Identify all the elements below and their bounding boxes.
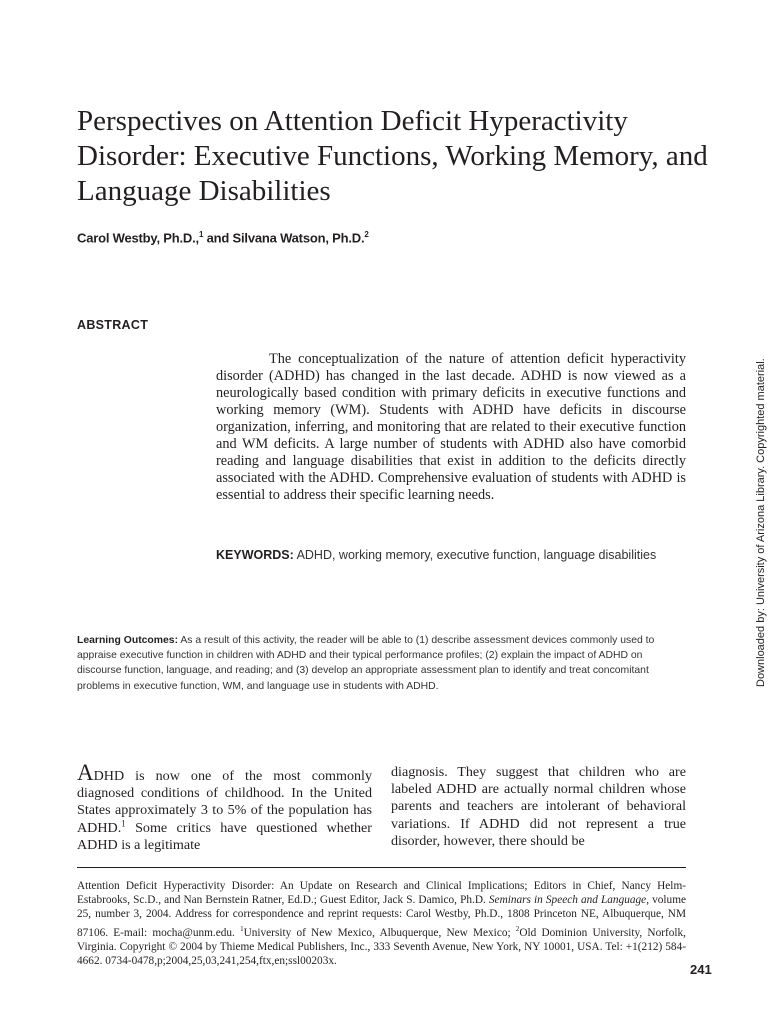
keywords-label: KEYWORDS: [216, 548, 294, 562]
author-line [77, 230, 369, 245]
drop-cap: A [77, 760, 94, 785]
footnote-divider [77, 867, 686, 868]
body-column-left [77, 760, 372, 854]
learning-outcomes-label: Learning Outcomes: [77, 635, 179, 646]
affiliation-mark: 2 [364, 230, 369, 239]
journal-name: Seminars in Speech and Language [488, 894, 647, 907]
body-text: DHD is now one of the most commonly diagnosed conditions of childhood. In the United States approximately 3 to 5% of the population has ADHD. [77, 768, 372, 836]
affiliation-mark: 1 [198, 230, 204, 239]
footnote-text: , volume 25, number 3, 2004. Address for correspondence and reprint requests: Carol Westby, Ph.D., 1808 Princeton NE, Albuquerque, NM 87106. E-mail: mocha@unm.edu. [77, 894, 686, 939]
affiliation-mark: 1 [240, 924, 244, 933]
abstract-heading: ABSTRACT [77, 318, 149, 332]
keywords-text: ADHD, working memory, executive function, language disabilities [293, 548, 657, 562]
abstract-text: The conceptualization of the nature of attention deficit hyperactivity disorder (ADHD) has changed in the last decade. ADHD is now viewed as a neurologically based condition with primary deficits in executive functions and working memory (WM). Students with ADHD have deficits in discourse organization, inferring, and monitoring that are related to their executive function and WM deficits. A large number of students with ADHD also have comorbid reading and language disabilities that exist in addition to the deficits directly associated with the ADHD. Comprehensive evaluation of students with ADHD is essential to address their specific learning needs. [216, 351, 686, 503]
footnote-text: University of New Mexico, Albuquerque, New Mexico; [243, 926, 516, 939]
footnote [77, 879, 686, 968]
article-title: Perspectives on Attention Deficit Hyperactivity Disorder: Executive Functions, Working Memory, and Language Disabilities [77, 105, 708, 207]
author-name: Silvana Watson, Ph.D. [232, 230, 365, 246]
body-column-right: diagnosis. They suggest that children who are labeled ADHD are actually normal children whose parents and teachers are intolerant of behavioral variations. If ADHD did not represent a true disorder, however, there should be [391, 764, 686, 849]
learning-outcomes-text: As a result of this activity, the reader will be able to (1) describe assessment devices commonly used to appraise executive function in children with ADHD and their typical performance profiles; (2) explain the impact of ADHD on discourse function, language, and reading; and (3) develop an appropriate assessment plan to identify and treat concomitant problems in executive function, WM, and language use in students with ADHD. [77, 635, 655, 692]
citation-mark: 1 [121, 817, 126, 828]
body-text: Some critics have questioned whether ADHD is a legitimate [77, 819, 372, 853]
affiliation-mark: 2 [515, 924, 520, 933]
author-name: Carol Westby, Ph.D., [77, 230, 199, 246]
author-connector: and [203, 230, 233, 246]
footnote-text: Old Dominion University, Norfolk, Virginia. Copyright © 2004 by Thieme Medical Publishers, Inc., 333 Seventh Avenue, New York, NY 10001, USA. Tel: +1(212) 584-4662. 0734-0478,p;2004,25,03,241,254,ftx,en;ssl00203x. [77, 926, 687, 967]
keywords [216, 547, 686, 564]
page-number: 241 [690, 962, 712, 977]
download-watermark-text: Downloaded by: University of Arizona Library. Copyrighted material. [755, 358, 767, 687]
learning-outcomes [77, 633, 686, 694]
footnote-text: Attention Deficit Hyperactivity Disorder: An Update on Research and Clinical Implications; Editors in Chief, Nancy Helm-Estabrooks, Sc.D., and Nan Bernstein Ratner, Ed.D.; Guest Editor, Jack S. Damico, Ph.D. [77, 880, 686, 907]
download-watermark [752, 342, 768, 687]
